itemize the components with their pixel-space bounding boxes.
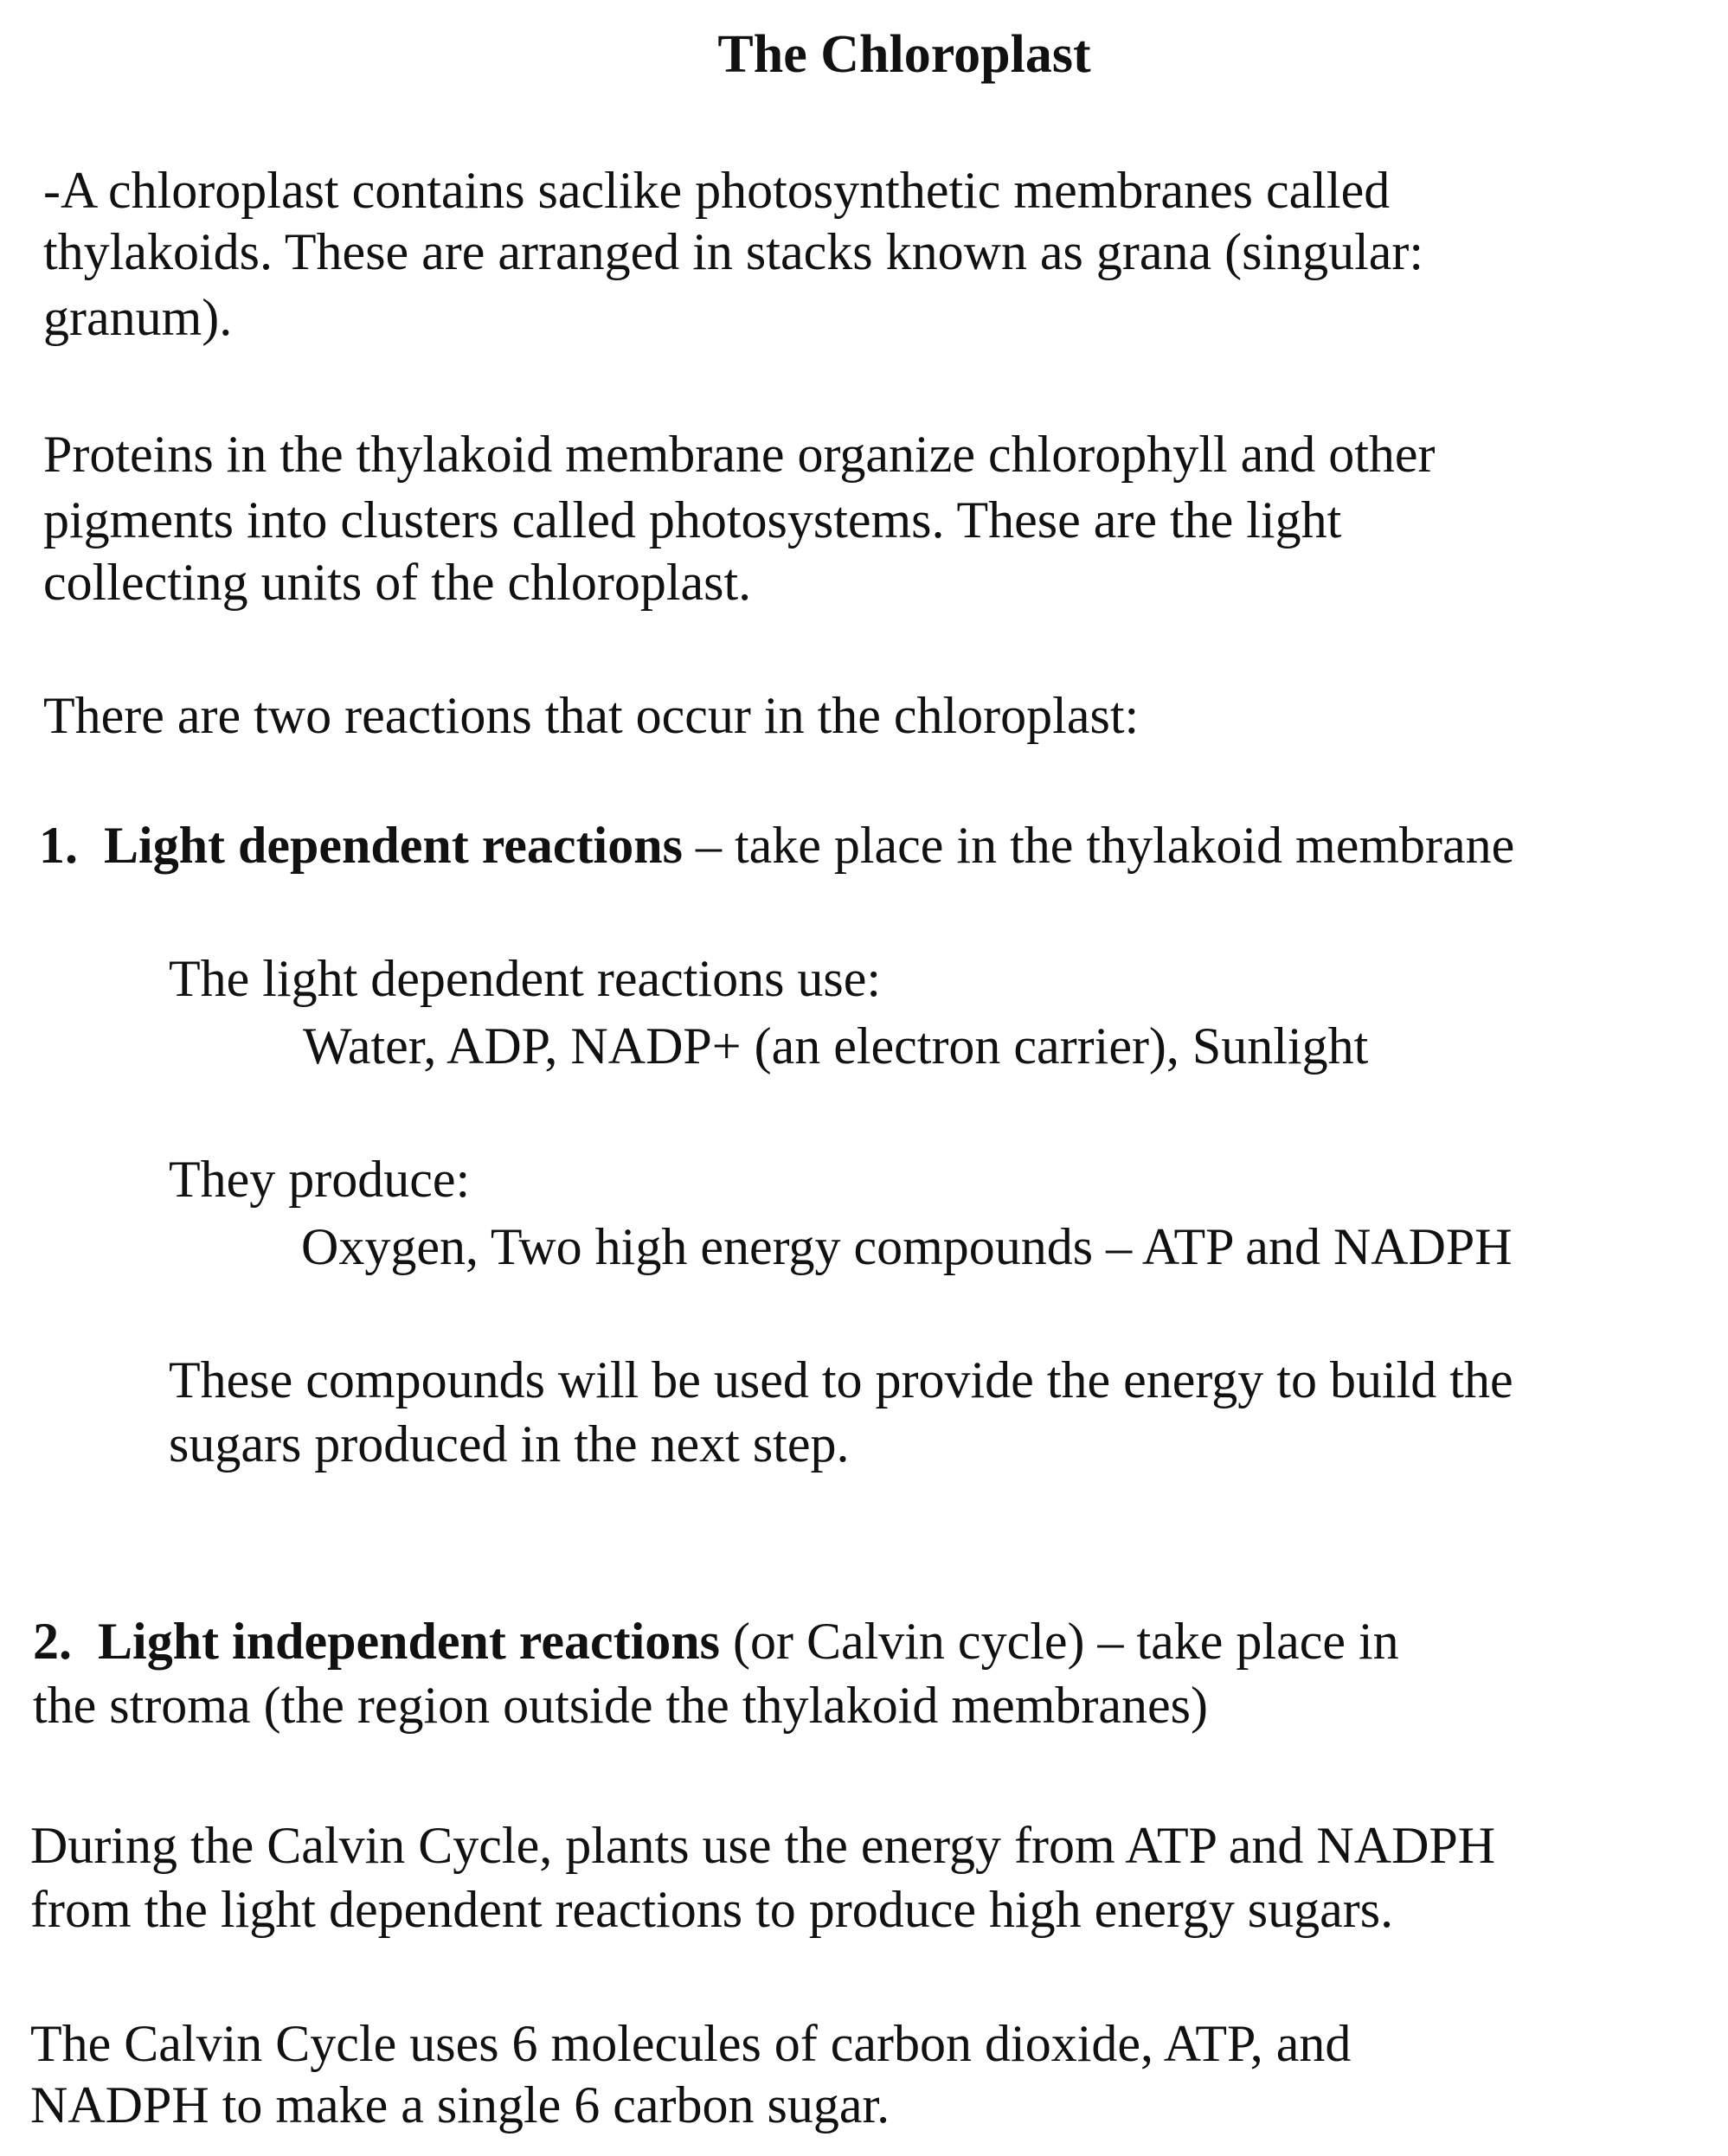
para1-line2: thylakoids. These are arranged in stacks known as grana (singular: (43, 223, 1424, 280)
para2-line3: collecting units of the chloroplast. (43, 554, 752, 611)
para1-line1: -A chloroplast contains saclike photosynthetic membranes called (43, 162, 1391, 219)
section2-heading: Light independent reactions (98, 1613, 720, 1670)
para5-line1: The Calvin Cycle uses 6 molecules of carbon dioxide, ATP, and (30, 2015, 1352, 2072)
section1-heading-line (39, 813, 1514, 877)
section1-note-line1: These compounds will be used to provide the energy to build the (169, 1351, 1513, 1408)
section2-number: 2. (33, 1613, 72, 1670)
section1-heading-rest: – take place in the thylakoid membrane (682, 817, 1515, 874)
para2-line1: Proteins in the thylakoid membrane organize chlorophyll and other (43, 426, 1436, 483)
page-title: The Chloroplast (717, 25, 1091, 84)
para1-line3: granum). (43, 289, 233, 346)
section1-heading: Light dependent reactions (104, 817, 683, 874)
section1-produce-label: They produce: (169, 1151, 471, 1208)
section1-uses-items: Water, ADP, NADP+ (an electron carrier), Sunlight (303, 1017, 1369, 1075)
para4-line2: from the light dependent reactions to produce high energy sugars. (30, 1881, 1394, 1938)
section2-line2: the stroma (the region outside the thylakoid membranes) (33, 1677, 1208, 1734)
section1-number: 1. (39, 817, 78, 874)
para4-line1: During the Calvin Cycle, plants use the energy from ATP and NADPH (30, 1817, 1496, 1874)
para2-line2: pigments into clusters called photosystems. These are the light (43, 491, 1342, 549)
section1-produce-items: Oxygen, Two high energy compounds – ATP and NADPH (301, 1218, 1513, 1275)
section1-note-line2: sugars produced in the next step. (169, 1415, 850, 1473)
reactions-intro: There are two reactions that occur in the chloroplast: (43, 687, 1140, 744)
section2-heading-line (33, 1609, 1399, 1673)
section2-heading-rest: (or Calvin cycle) – take place in (719, 1613, 1399, 1670)
para5-line2: NADPH to make a single 6 carbon sugar. (30, 2076, 890, 2134)
section1-uses-label: The light dependent reactions use: (169, 950, 882, 1007)
